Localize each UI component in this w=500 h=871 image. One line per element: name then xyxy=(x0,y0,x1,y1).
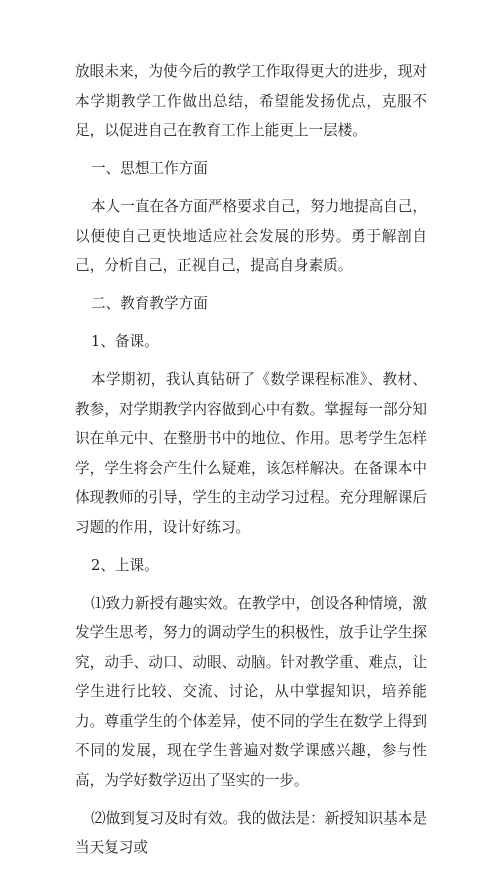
lesson-prep-paragraph: 本学期初，我认真钻研了《数学课程标准》、教材、教参，对学期教学内容做到心中有数。掌握每一部分知识在单元中、在整册书中的地位、作用。思考学生怎样学，学生将会产生什么疑难，该怎样解决。在备课本中体现教师的引导，学生的主动学习过程。充分理解课后习题的作用，设计好练习。 xyxy=(75,371,427,536)
subheading-lesson-prep: 1、备课。 xyxy=(91,333,159,350)
document-page xyxy=(75,57,427,871)
section-heading-teaching: 二、教育教学方面 xyxy=(91,295,208,312)
subheading-class: 2、上课。 xyxy=(91,556,159,574)
intro-paragraph: 放眼未来，为使今后的教学工作取得更大的进步，现对本学期教学工作做出总结，希望能发扬优点，克服不足，以促进自己在教育工作上能更上一层楼。 xyxy=(75,63,427,139)
class-paragraph-2: ⑵做到复习及时有效。我的做法是：新授知识基本是当天复习或 xyxy=(75,809,427,856)
ideology-paragraph: 本人一直在各方面严格要求自己，努力地提高自己，以便使自己更快地适应社会发展的形势。勇于解剖自己，分析自己，正视自己，提高自身素质。 xyxy=(75,198,427,274)
section-heading-ideology: 一、思想工作方面 xyxy=(91,160,208,177)
class-paragraph-1: ⑴致力新授有趣实效。在教学中，创设各种情境，激发学生思考，努力的调动学生的积极性，放手让学生探究，动手、动口、动眼、动脑。针对教学重、难点，让学生进行比较、交流、讨论，从中掌握知识，培养能力。尊重学生的个体差异，使不同的学生在数学上得到不同的发展，现在学生普遍对数学课感兴趣，参与性高，为学好数学迈出了坚实的一步。 xyxy=(75,594,427,789)
